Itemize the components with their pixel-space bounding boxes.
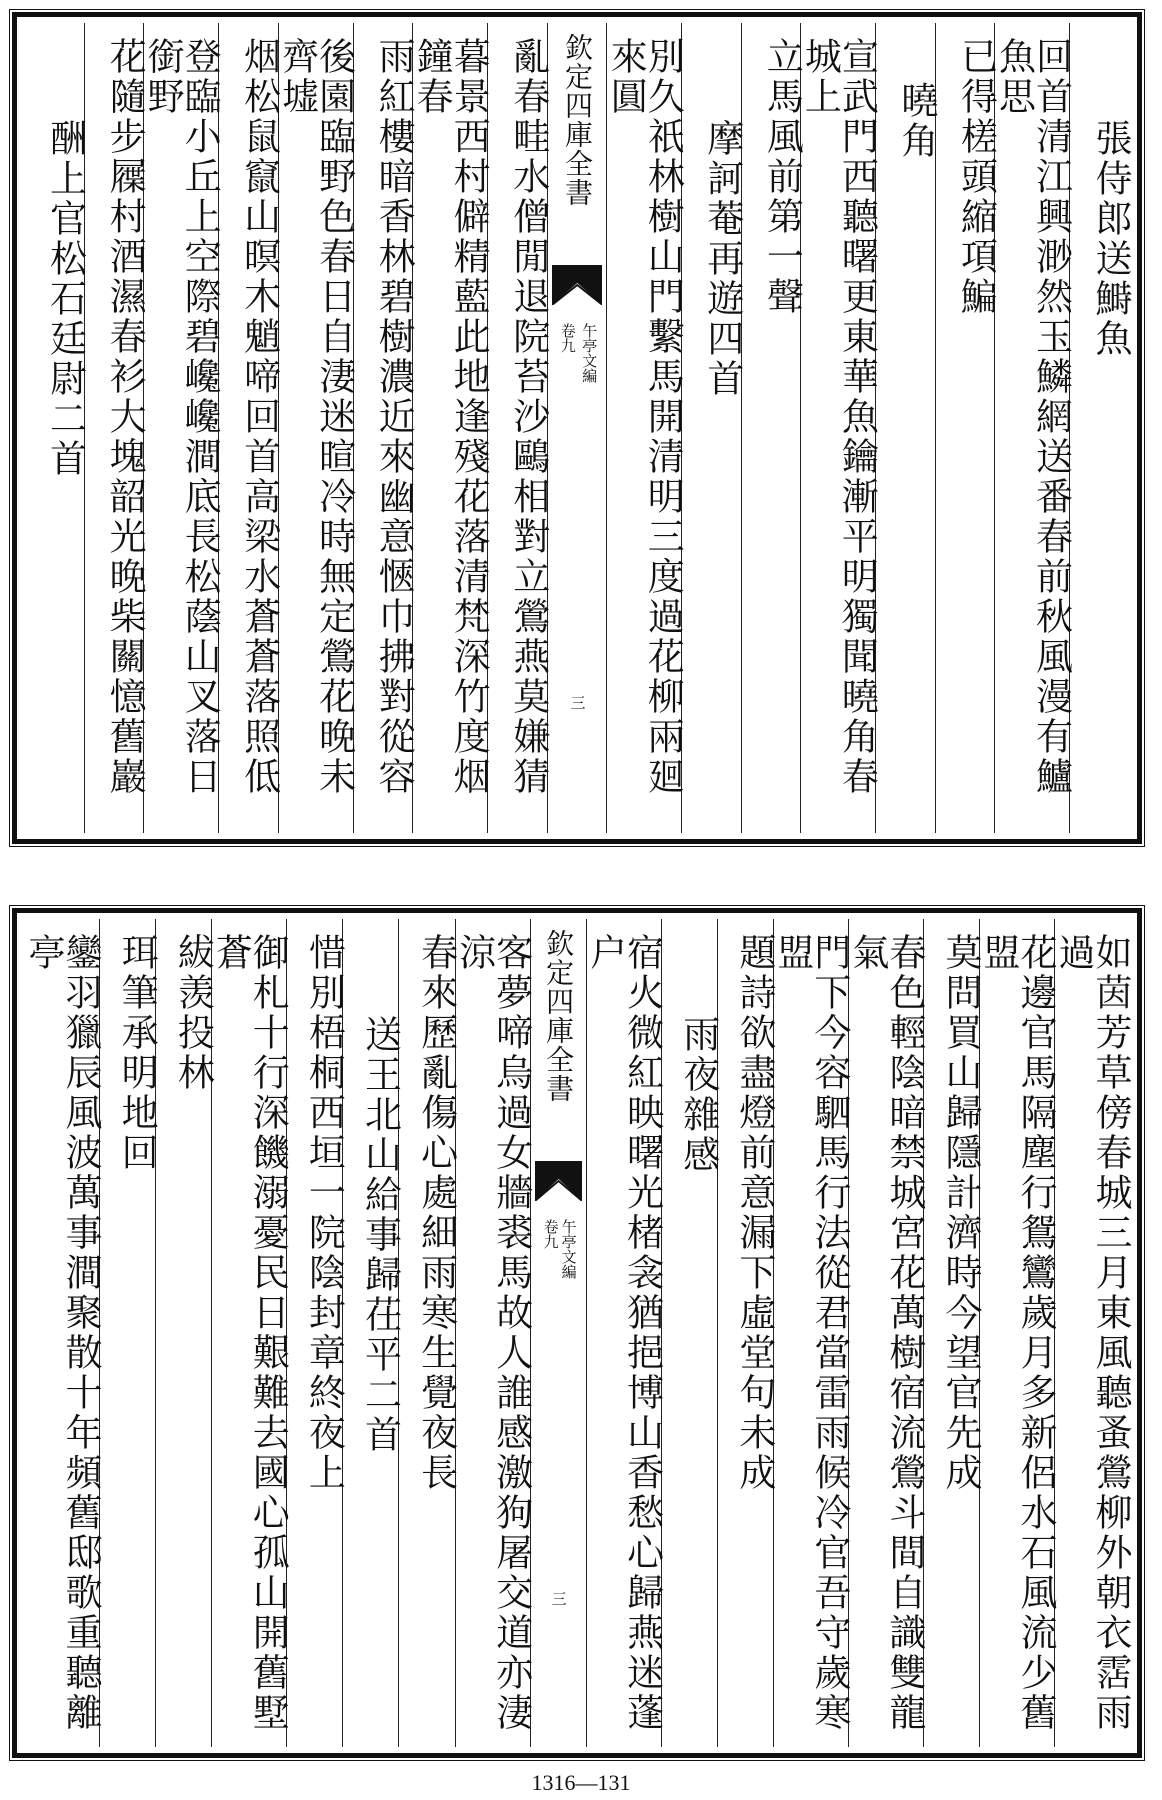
text-column: [275, 23, 356, 833]
column-text: 春色輕陰暗禁城宮花萬樹宿流鶯斗間自識雙龍氣: [845, 933, 926, 1733]
column-text: 宣武門西聽曙更東華魚鑰漸平明獨聞曉角春城上: [798, 37, 879, 797]
column-text: 立馬風前第一聲: [760, 37, 804, 317]
text-column: [342, 919, 402, 1747]
column-text: 花隨步屧村酒濕春衫大塊韶光晚柴關憶舊巖: [103, 37, 147, 797]
text-column: [99, 919, 159, 1747]
column-text: 已得槎頭縮項鯿: [954, 37, 998, 317]
text-column: [741, 23, 804, 833]
column-text: 珥筆承明地回: [115, 933, 159, 1173]
column-text: 摩訶菴再遊四首: [700, 119, 744, 399]
fishtail-mark-icon: [535, 1161, 582, 1201]
column-text: 御札十行深饑溺憂民日艱難去國心孤山開舊墅蒼: [209, 933, 290, 1733]
book-page-top: [12, 12, 1142, 844]
column-text: 花邊官馬隔塵行鴛鸞歲月多新侶水石風流少舊盟: [977, 933, 1057, 1733]
text-column: [923, 919, 982, 1747]
center-fold-column: [530, 919, 586, 1747]
column-text: 惜別梧桐西垣一院陰封章終夜上: [302, 933, 346, 1493]
column-text: 亂春畦水僧閒退院苔沙鷗相對立鶯燕莫嫌猜: [506, 37, 550, 797]
text-column: [155, 919, 215, 1747]
text-column: [410, 23, 491, 833]
text-column: [452, 919, 533, 1747]
text-column: [798, 23, 879, 833]
column-text: 門下今容駟馬行法從君當雷雨候冷官吾守歲寒盟: [770, 933, 851, 1733]
text-column: [25, 23, 87, 833]
column-text: 回首清江興渺然玉鱗網送番春前秋風漫有鱸魚思: [992, 37, 1073, 797]
text-column: [604, 23, 685, 833]
column-text: 春來歷亂傷心處細雨寒生覺夜長: [414, 933, 458, 1493]
text-column: [845, 919, 926, 1747]
text-column: [977, 919, 1057, 1747]
column-text: 烟松鼠竄山暝木魈啼回首高梁水蒼蒼落照低: [237, 37, 281, 797]
book-title: 欽定四庫全書: [560, 33, 594, 207]
column-text: 送王北山給事歸茌平二首: [358, 1015, 402, 1455]
column-text: 莫問買山歸隱計濟時今望官先成: [939, 933, 982, 1493]
text-column: [286, 919, 346, 1747]
page-number: 1316—131: [531, 1770, 631, 1795]
text-column: [1069, 23, 1132, 833]
text-columns: [22, 919, 1132, 1747]
column-text: 酬上官松石廷尉二首: [43, 119, 87, 479]
column-text: 別久祇林樹山門繫馬開清明三度過花柳兩廻來圓: [604, 37, 685, 797]
section-label: 午亭文編: [580, 323, 599, 383]
juan-label: 卷九: [558, 323, 577, 353]
column-text: 宿火微紅映曙光楮衾猶挹博山香愁心歸燕迷蓬户: [583, 933, 664, 1733]
text-column: [770, 919, 851, 1747]
fishtail-mark-icon: [552, 265, 603, 305]
center-fold-column: [547, 23, 607, 833]
column-text: 雨紅樓暗香林碧樹濃近來幽意愜巾拂對從容: [372, 37, 416, 797]
folio-number: 三: [549, 1591, 568, 1609]
column-text: 登臨小丘上空際碧巉巉澗底長松蔭山叉落日銜野: [141, 37, 222, 797]
folio-number: 三: [568, 695, 587, 713]
column-text: 後園臨野色春日自淒迷暄冷時無定鶯花晚未齊墟: [275, 37, 356, 797]
text-column: [487, 23, 550, 833]
column-text: 客夢啼烏過女牆裘馬故人誰感激狗屠交道亦淒涼: [452, 933, 533, 1733]
text-column: [875, 23, 938, 833]
text-column: [84, 23, 147, 833]
text-column: [209, 919, 290, 1747]
book-page-bottom: [12, 908, 1142, 1758]
text-column: [22, 919, 103, 1747]
text-column: [1052, 919, 1132, 1747]
text-columns: [25, 23, 1132, 833]
text-column: [218, 23, 281, 833]
text-column: [681, 23, 744, 833]
text-column: [353, 23, 416, 833]
column-text: 鑾羽獵辰風波萬事澗聚散十年頻舊邸歌重聽離亭: [22, 933, 103, 1733]
column-text: 張侍郎送鰣魚: [1089, 119, 1132, 359]
text-column: [935, 23, 998, 833]
column-text: 雨夜雜感: [676, 1015, 720, 1175]
juan-label: 卷九: [541, 1219, 560, 1249]
text-column: [141, 23, 222, 833]
text-column: [661, 919, 720, 1747]
section-label: 午亭文編: [559, 1219, 578, 1279]
text-column: [717, 919, 776, 1747]
text-column: [992, 23, 1073, 833]
book-title: 欽定四庫全書: [542, 929, 576, 1103]
column-text: 如茵芳草傍春城三月東風聽蚤鶯柳外朝衣霑雨過: [1052, 933, 1132, 1733]
column-text: 曉角: [894, 81, 938, 161]
column-text: 題詩欲盡燈前意漏下虛堂句未成: [732, 933, 776, 1493]
text-column: [583, 919, 664, 1747]
text-column: [398, 919, 458, 1747]
column-text: 紱羡投林: [171, 933, 215, 1093]
column-text: 暮景西村僻精藍此地逢殘花落清梵深竹度烟鐘春: [410, 37, 491, 797]
